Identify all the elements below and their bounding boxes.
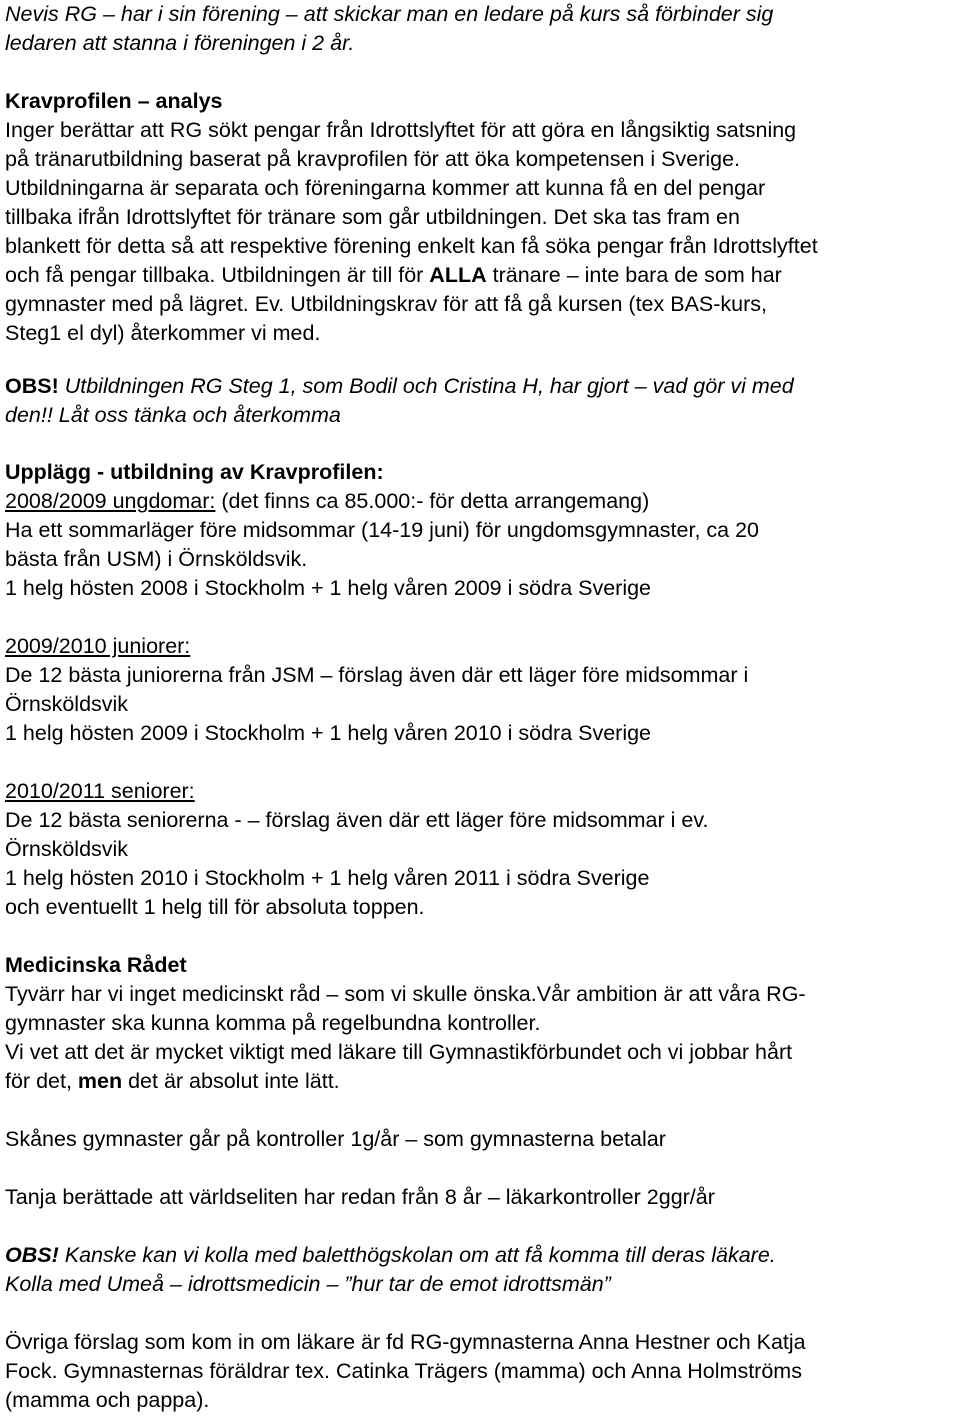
body-line xyxy=(5,203,954,232)
intro-line: Nevis RG – har i sin förening – att skickar man en ledare på kurs så förbinder sig xyxy=(5,2,774,26)
body-text: gymnaster med på lägret. xyxy=(5,292,249,316)
upplagg-heading: Upplägg - utbildning av Kravprofilen: xyxy=(5,460,384,484)
body-line: Skånes gymnaster går på kontroller 1g/år – som gymnasterna betalar xyxy=(5,1127,666,1151)
body-line: på tränarutbildning baserat på kravprofilen för att öka kompetensen i Sverige. xyxy=(5,147,741,171)
intro-line: ledaren att stanna i föreningen i 2 år. xyxy=(5,31,355,55)
year-label: 2009/2010 juniorer: xyxy=(5,634,191,658)
body-line xyxy=(5,290,954,319)
kravprofilen-section xyxy=(5,87,954,348)
body-text: det är absolut inte lätt. xyxy=(122,1069,340,1093)
body-text: och få pengar tillbaka. xyxy=(5,263,216,287)
body-text: Det ska tas fram en xyxy=(547,205,740,229)
obs-label: OBS! xyxy=(5,374,59,398)
body-line: Ha ett sommarläger före midsommar (14-19 juni) för ungdomsgymnaster, ca 20 xyxy=(5,518,760,542)
body-text: Kanske kan vi kolla med baletthögskolan om att få komma till deras läkare. xyxy=(58,1243,776,1267)
body-line: Fock. Gymnasternas föräldrar tex. Catinka Trägers (mamma) och Anna Holmströms xyxy=(5,1359,802,1383)
body-line xyxy=(5,372,954,401)
medicinska-heading: Medicinska Rådet xyxy=(5,953,187,977)
body-line: Inger berättar att RG sökt pengar från Idrottslyftet för att göra en långsiktig satsning xyxy=(5,118,797,142)
body-text: Utbildningen är till för xyxy=(215,263,430,287)
emphasis-men: men xyxy=(77,1069,123,1093)
body-text: för det, xyxy=(5,1069,78,1093)
body-line: De 12 bästa juniorerna från JSM – förslag även där ett läger före midsommar i xyxy=(5,663,749,687)
body-line: (mamma och pappa). xyxy=(5,1388,210,1412)
obs-note-1 xyxy=(5,372,954,430)
body-text: Ev. xyxy=(248,292,285,316)
body-line: Tanja berättade att världseliten har redan från 8 år – läkarkontroller 2ggr/år xyxy=(5,1185,715,1209)
body-line: den!! Låt oss tänka och återkomma xyxy=(5,403,341,427)
obs-note-2 xyxy=(5,1241,954,1299)
body-line: och eventuellt 1 helg till för absoluta toppen. xyxy=(5,895,425,919)
body-line: Utbildningarna är separata och föreningarna kommer att kunna få en del pengar xyxy=(5,176,766,200)
body-line xyxy=(5,261,954,290)
emphasis-alla: ALLA xyxy=(429,263,487,287)
body-line: 1 helg hösten 2009 i Stockholm + 1 helg våren 2010 i södra Sverige xyxy=(5,721,652,745)
intro-paragraph xyxy=(5,0,954,58)
body-line: Örnsköldsvik xyxy=(5,837,129,861)
body-text: Utbildningen RG Steg 1, som Bodil och Cristina H, har gjort – vad gör vi med xyxy=(58,374,794,398)
body-text: Utbildningskrav för att få gå kursen (tex BAS-kurs, xyxy=(284,292,768,316)
body-line: 1 helg hösten 2008 i Stockholm + 1 helg våren 2009 i södra Sverige xyxy=(5,576,652,600)
body-line: Tyvärr har vi inget medicinskt råd – som vi skulle önska.Vår ambition är att våra RG- xyxy=(5,982,806,1006)
upplagg-section xyxy=(5,458,954,922)
body-line: 1 helg hösten 2010 i Stockholm + 1 helg våren 2011 i södra Sverige xyxy=(5,866,650,890)
body-line: Steg1 el dyl) återkommer vi med. xyxy=(5,321,321,345)
obs-label: OBS! xyxy=(5,1243,59,1267)
body-line: De 12 bästa seniorerna - – förslag även där ett läger före midsommar i ev. xyxy=(5,808,709,832)
body-line: Övriga förslag som kom in om läkare är fd RG-gymnasterna Anna Hestner och Katja xyxy=(5,1330,806,1354)
medicinska-section xyxy=(5,951,954,1212)
ovriga-paragraph xyxy=(5,1328,954,1415)
body-text: (det finns ca 85.000:- för detta arrangemang) xyxy=(215,489,650,513)
body-line xyxy=(5,1241,954,1270)
body-line: Örnsköldsvik xyxy=(5,692,129,716)
body-line: gymnaster ska kunna komma på regelbundna kontroller. xyxy=(5,1011,541,1035)
year-label: 2008/2009 ungdomar: xyxy=(5,489,216,513)
body-line xyxy=(5,1067,954,1096)
body-text: tillbaka ifrån Idrottslyftet för tränare som går utbildningen. xyxy=(5,205,548,229)
body-line: Vi vet att det är mycket viktigt med läkare till Gymnastikförbundet och vi jobbar hårt xyxy=(5,1040,793,1064)
kravprofilen-heading: Kravprofilen – analys xyxy=(5,89,223,113)
body-text: tränare – inte bara de som har xyxy=(486,263,782,287)
body-line: blankett för detta så att respektive förening enkelt kan få söka pengar från Idrottslyftet xyxy=(5,234,818,258)
year-label: 2010/2011 seniorer: xyxy=(5,779,195,803)
body-line: Kolla med Umeå – idrottsmedicin – ”hur tar de emot idrottsmän” xyxy=(5,1272,611,1296)
body-line xyxy=(5,487,954,516)
body-line: bästa från USM) i Örnsköldsvik. xyxy=(5,547,308,571)
